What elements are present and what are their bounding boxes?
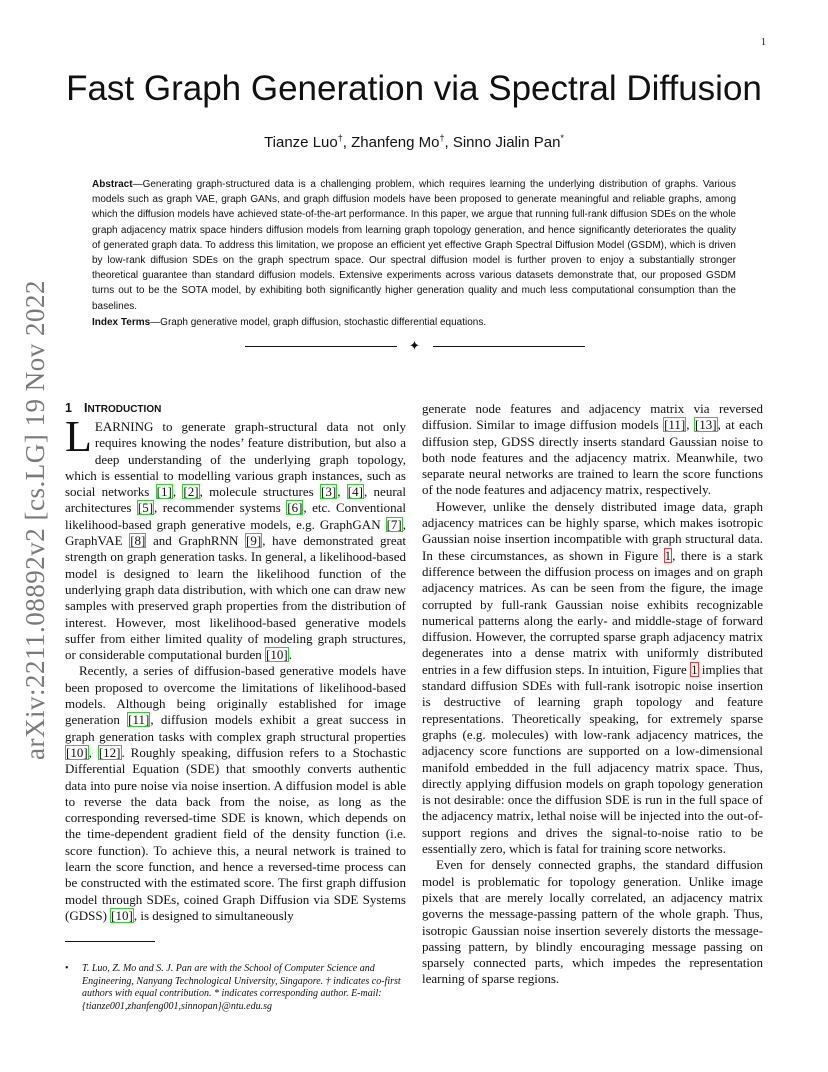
citation-link[interactable]: [3] (321, 484, 337, 500)
right-column (422, 401, 763, 988)
footnote-text: T. Luo, Z. Mo and S. J. Pan are with the School of Computer Science and Engineering, Nanyang Technological University, Singapore. † indicates co-first authors with equal contribution. * indicates corresponding author. E-mail: {tianze001,zhanfeng001,sinnopan}@ntu.edu.sg (82, 963, 401, 1012)
diamond-icon: ✦ (409, 339, 420, 354)
divider-line (245, 346, 397, 347)
author-name: Sinno Jialin Pan (452, 134, 561, 151)
index-terms-text: —Graph generative model, graph diffusion, stochastic differential equations. (150, 317, 487, 328)
citation-link[interactable]: [11] (128, 712, 150, 728)
abstract-label: Abstract (92, 179, 133, 190)
citation-link[interactable]: [7] (386, 516, 402, 532)
paragraph: Recently, a series of diffusion-based generative models have been proposed to overcome the limitations of likelihood-based models. Although being originally established for image generation [11], diffusion models exhibit a great success in graph generation tasks with complex graph structural properties [10], [12]. Roughly speaking, diffusion refers to a Stochastic Differential Equation (SDE) that smoothly converts authentic data into pure noise via noise insertion. A diffusion model is able to reverse the data back from the noise, as long as the corresponding reversed-time SDE is known, which depends on the time-dependent gradient field of the density function (i.e. score function). To achieve this, a neural network is trained to learn the score function, and hence a reversed-time process can be constructed with the estimated score. The first graph diffusion model through SDEs, coined Graph Diffusion via SDE Systems (GDSS) [10], is designed to simultaneously (65, 663, 407, 923)
author-name: Tianze Luo (264, 134, 338, 151)
star-mark: * (560, 133, 564, 143)
index-terms-label: Index Terms (92, 317, 151, 328)
paper-title: Fast Graph Generation via Spectral Diffusion (66, 69, 762, 108)
citation-link[interactable]: [9] (246, 533, 262, 549)
paragraph: generate node features and adjacency matrix via reversed diffusion. Similar to image diffusion models [11], [13], at each diffusion step, GDSS directly inserts standard Gaussian noise to both node features and the adjacency matrix. Meanwhile, two separate neural networks are trained to learn the score functions of the node features and adjacency matrix, respectively. (422, 401, 763, 498)
paragraph: Even for densely connected graphs, the standard diffusion model is problematic for topology generation. Unlike image pixels that are merely locally correlated, an adjacency matrix governs the message-passing pattern of the whole graph. Thus, isotropic Gaussian noise insertion severely distorts the message-passing pattern, by blindly encouraging message passing on sparsely connected parts, which impedes the representation learning of sparse regions. (422, 857, 763, 987)
citation-link[interactable]: [11] (664, 417, 686, 433)
figure-link[interactable]: 1 (691, 661, 698, 677)
abstract-text: —Generating graph-structured data is a challenging problem, which requires learning the underlying distribution of graphs. Various models such as graph VAE, graph GANs, and graph diffusion models have been proposed to generate meaningful and reliable graphs, among which the diffusion models have achieved state-of-the-art performance. In this paper, we argue that running full-rank diffusion SDEs on the whole graph adjacency matrix space hinders diffusion models from learning graph topology generation, and hence significantly deteriorates the quality of generated graph data. To address this limitation, we propose an efficient yet effective Graph Spectral Diffusion Model (GSDM), which is driven by low-rank diffusion SDEs on the graph spectrum space. Our spectral diffusion model is further proven to enjoy a substantially stronger theoretical guarantee than standard diffusion models. Extensive experiments across various datasets demonstrate that, our proposed GSDM turns out to be the SOTA model, by exhibiting both significantly higher generation quality and much less computational consumption than the baselines. (92, 179, 736, 312)
author-name: Zhanfeng Mo (351, 134, 440, 151)
footnote (65, 963, 406, 1013)
citation-link[interactable]: [2] (183, 484, 199, 500)
page-number: 1 (761, 37, 766, 48)
paragraph: LEARNING to generate graph-structural data not only requires knowing the nodes’ feature distribution, but also a deep understanding of the underlying graph topology, which is essential to modelling various graph instances, such as social networks [1], [2], molecule structures [3], [4], neural architectures [5], recommender systems [6], etc. Conventional likelihood-based graph generative models, e.g. GraphGAN [7], GraphVAE [8] and GraphRNN [9], have demonstrated great strength on graph generation tasks. In general, a likelihood-based model is designed to learn the likelihood function of the underlying graph data distribution, with which one can draw new samples with preserved graph properties from the distribution of interest. However, most likelihood-based generative models suffer from either limited quality of modeling graph structures, or considerable computational burden [10]. (65, 412, 407, 663)
citation-link[interactable]: [10] (266, 647, 288, 663)
arxiv-identifier: arXiv:2211.08892v2 [cs.LG] 19 Nov 2022 (20, 280, 50, 760)
citation-link[interactable]: [5] (137, 500, 154, 516)
citation-link[interactable]: [12] (98, 744, 121, 760)
section-divider (245, 340, 585, 354)
citation-link[interactable]: [13] (694, 417, 717, 433)
section-title-rest: NTRODUCTION (87, 404, 162, 415)
paragraph: However, unlike the densely distributed image data, graph adjacency matrices can be highly sparse, which makes isotropic Gaussian noise insertion incompatible with graph structural data. In these circumstances, as shown in Figure 1, there is a stark difference between the diffusion process on images and on graph adjacency matrices. As can be seen from the figure, the image corrupted by full-rank Gaussian noise exhibits recognizable numerical patterns along the early- and middle-stage of forward diffusion. However, the corrupted sparse graph adjacency matrix degenerates into a dense matrix with uniformly distributed entries in a few diffusion steps. In intuition, Figure 1 implies that standard diffusion SDEs with full-rank isotropic noise insertion is destructive of learning graph topology and feature representations. Theoretically speaking, for extremely sparse graphs (e.g. molecules) with low-rank adjacency matrices, the adjacency score functions are supported on a low-dimensional manifold embedded in the full adjacency matrix space. Thus, directly applying diffusion models on graph topology generation is not desirable: once the diffusion SDE is run in the full space of the adjacency matrix, lethal noise will be injected into the out-of-support regions and drives the signal-to-noise ratio to be essentially zero, which is fatal for training score networks. (422, 498, 763, 857)
citation-link[interactable]: [4] (347, 484, 363, 500)
section-title-initial: I (83, 401, 88, 415)
citation-link[interactable]: [1] (156, 484, 172, 500)
index-terms (92, 317, 736, 328)
section-heading (65, 401, 406, 415)
citation-link[interactable]: [8] (130, 533, 146, 549)
divider-line (433, 346, 585, 347)
abstract (92, 177, 736, 314)
drop-cap: L (65, 412, 92, 461)
citation-link[interactable]: [10] (111, 907, 133, 923)
citation-link[interactable]: [10] (66, 744, 88, 760)
dagger-mark: † (337, 133, 343, 143)
bullet-icon: • (65, 963, 69, 974)
left-column (65, 401, 406, 924)
section-number: 1 (65, 401, 72, 415)
footnote-rule (65, 941, 155, 942)
figure-link[interactable]: 1 (664, 547, 672, 563)
citation-link[interactable]: [6] (287, 500, 303, 516)
author-list: Tianze Luo†, Zhanfeng Mo†, Sinno Jialin Pan* (264, 133, 564, 151)
dagger-mark: † (439, 133, 445, 143)
